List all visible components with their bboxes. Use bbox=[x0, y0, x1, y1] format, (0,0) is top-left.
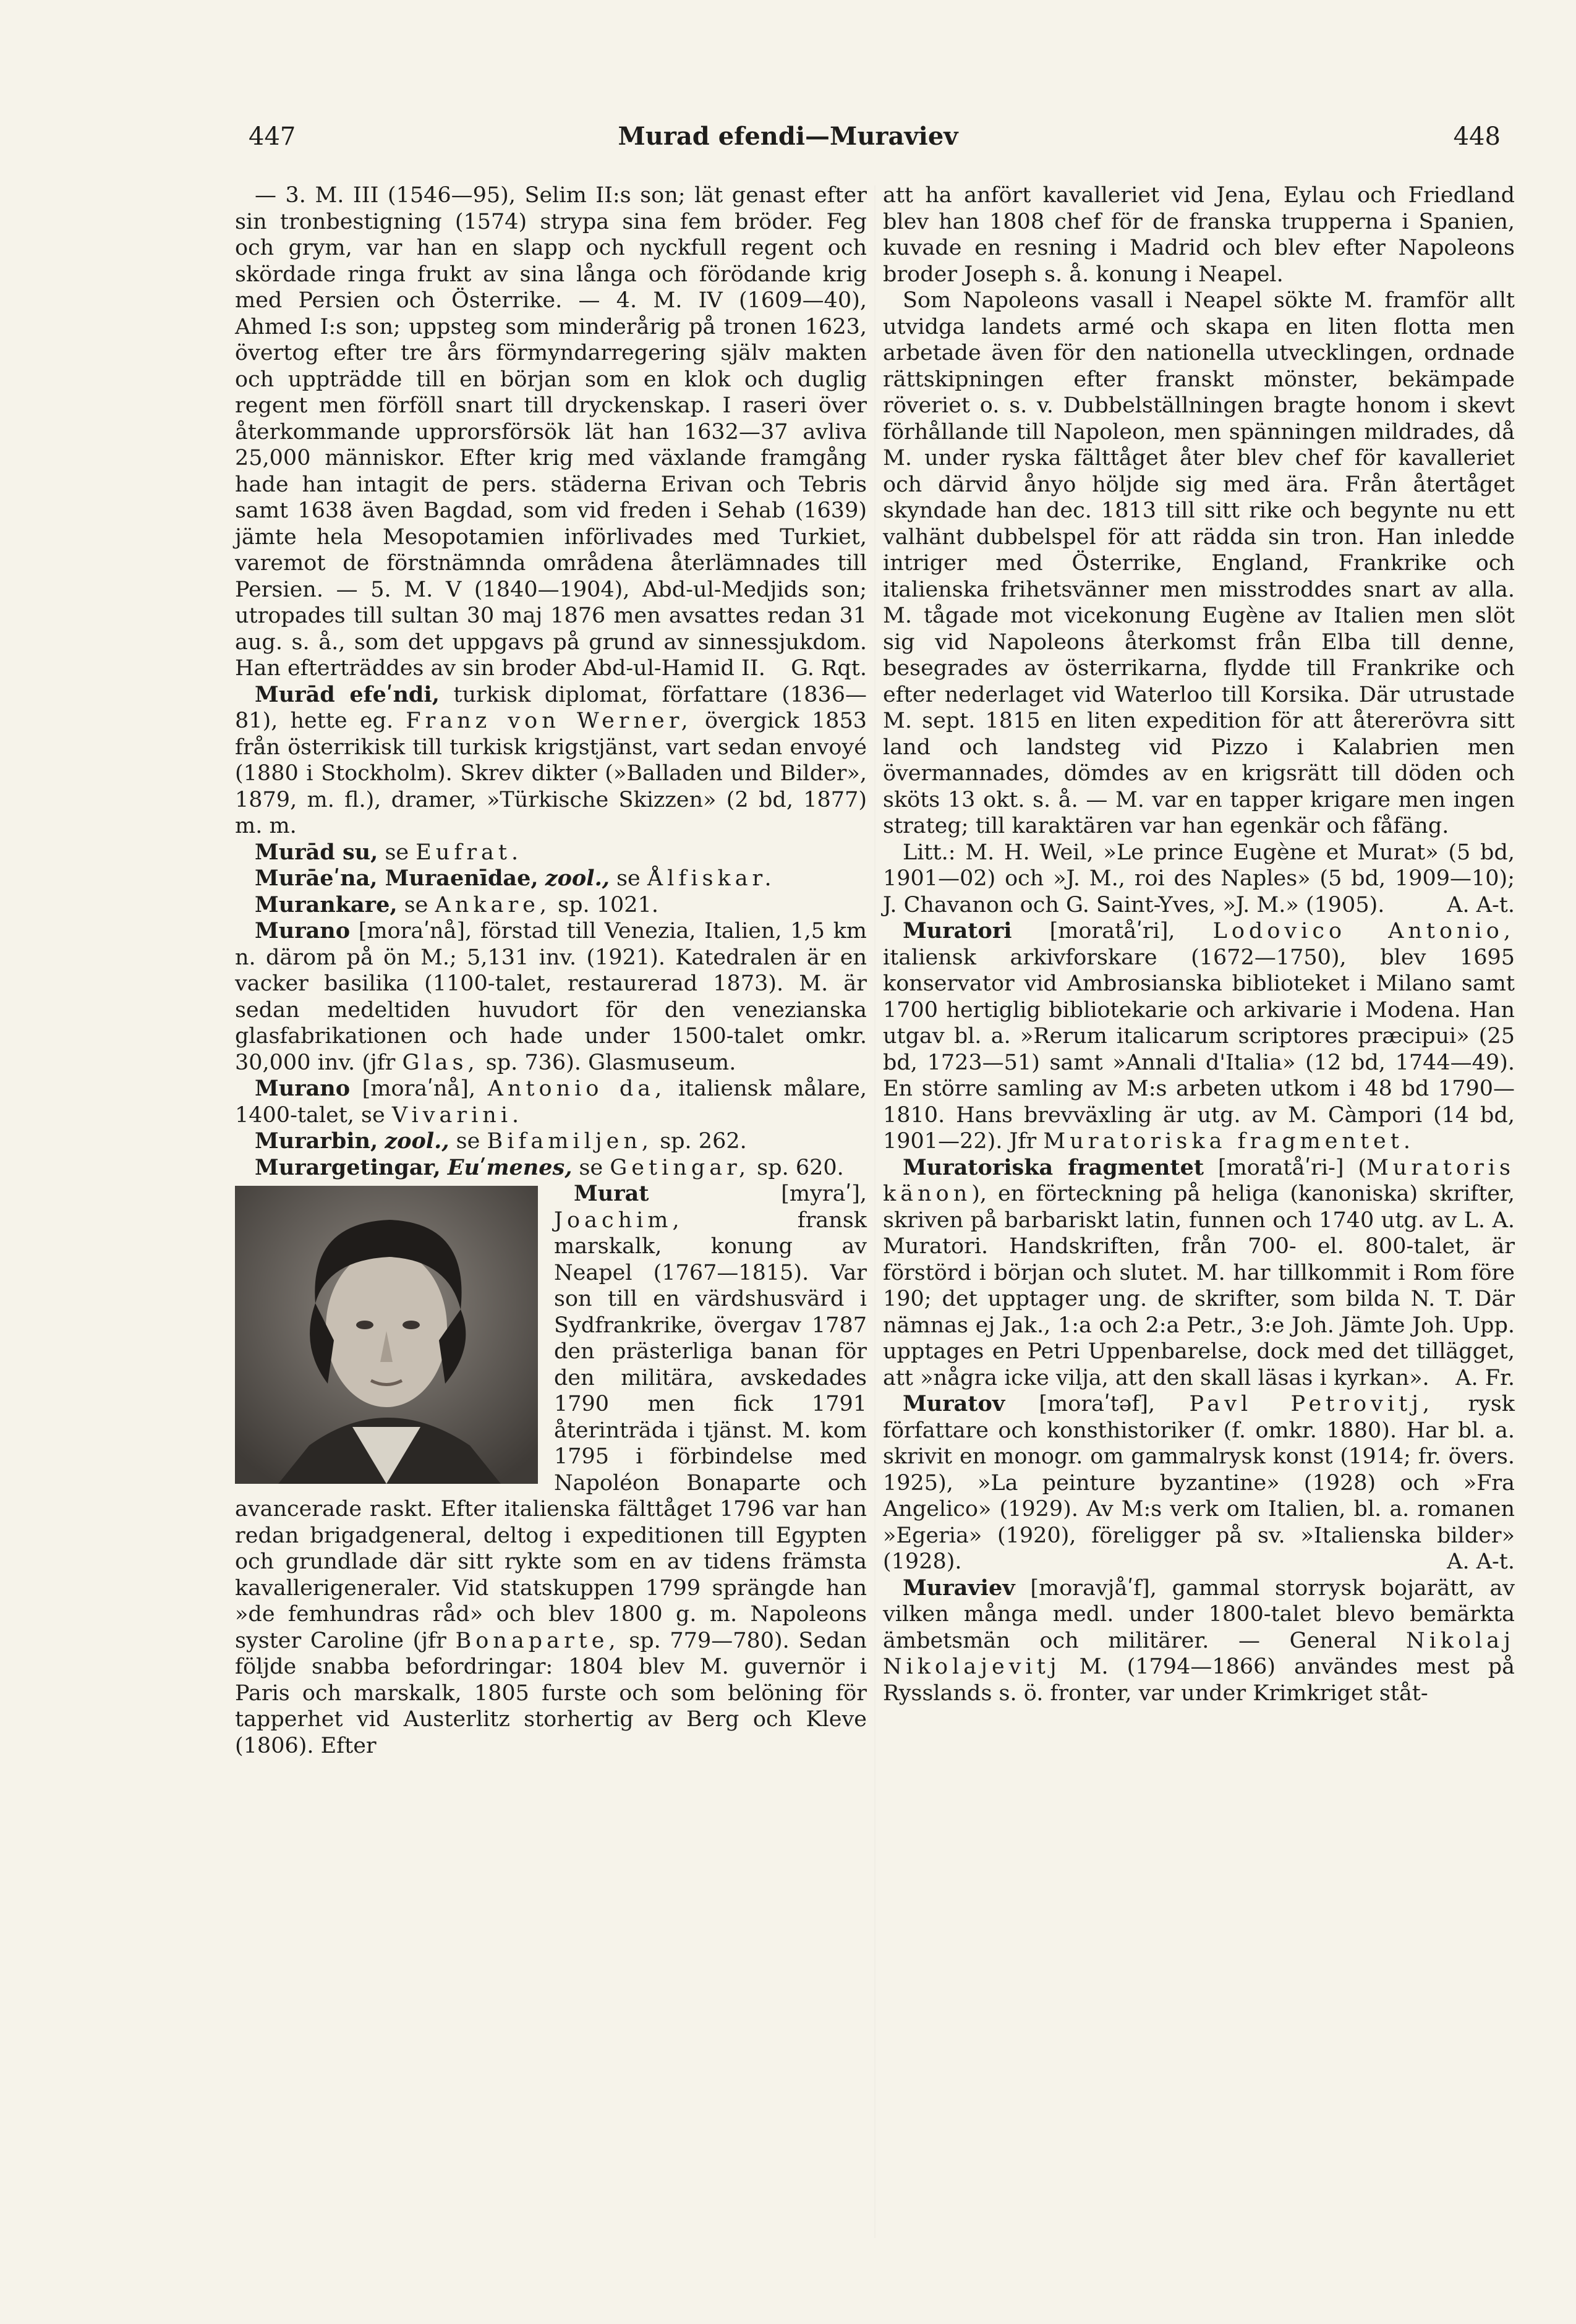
entry-murano-antonio: Murano [moraʹnå], Antonio da, italiensk målare, 1400-talet, se Vivarini. bbox=[235, 1076, 867, 1128]
cross-reference: Ålfiskar. bbox=[647, 866, 776, 891]
author-signature: A. A-t. bbox=[1447, 1549, 1515, 1574]
headword: Murād su, bbox=[255, 839, 378, 865]
cross-reference: Getingar, bbox=[610, 1155, 751, 1180]
cross-reference: Glas, bbox=[402, 1050, 479, 1075]
cross-reference: Bonaparte, bbox=[455, 1628, 620, 1653]
spaced-name: Lodovico Antonio, bbox=[1212, 919, 1515, 943]
entry-murad-efendi: Murād efeʹndi, turkisk diplomat, författare (1836—81), hette eg. Franz von Werner, övergick 1853 från österrikisk till turkisk krigstjänst, vart sedan envoyé (1880 i Stockholm). Skrev dikter (»Balladen und Bilder», 1879, m. fl.), dramer, »Türkische Skizzen» (2 bd, 1877) m. m. bbox=[235, 681, 867, 838]
headword: Murāeʹna, Muraenīdae, bbox=[255, 866, 539, 891]
headword: Murargetingar, bbox=[255, 1154, 441, 1180]
headword: Murarbin, bbox=[255, 1128, 378, 1154]
page-number-right: 448 bbox=[1453, 122, 1501, 151]
page-number-left: 447 bbox=[249, 122, 296, 151]
spaced-name: Muratoris känon bbox=[883, 1155, 1515, 1206]
entry-murat-paragraph-2: Som Napoleons vasall i Neapel sökte M. framför allt utvidga landets armé och skapa en liten flotta men arbetade även för den nationella utvecklingen, ordnade rättskipningen efter franskt mönster, bekämpade röveriet o. s. v. Dubbelställningen bragte honom i skevt förhållande till Napoleon, men spänningen mildrades, då M. under ryska fälttåget åter blev chef för kavalleriet och därvid ånyo höljde sig med ära. Från återtåget skyndade han dec. 1813 till sitt rike och begynte nu ett valhänt dubbelspel för att rädda sin tron. Han inledde intriger med Österrike, England, Frankrike och italienska frihetsvänner men misstroddes snart av alla. M. tågade mot vicekonung Eugène av Italien men slöt sig vid Napoleons återkomst från Elba till denne, besegrades av österrikarna, flydde till Frankrike och efter nederlaget vid Waterloo till Korsika. Där utrustade M. sept. 1815 en liten expedition för att återerövra sitt land och landsteg vid Pizzo i Kalabrien men övermannades, dömdes av en krigsrätt till döden och sköts 13 okt. s. å. — M. var en tapper krigare men ingen strateg; till karaktären var han egenkär och fåfäng. bbox=[883, 288, 1515, 838]
spaced-name: Nikolaj Nikolajevitj bbox=[883, 1628, 1515, 1679]
headword: Muratoriska fragmentet bbox=[903, 1154, 1204, 1180]
headword: Murano bbox=[255, 1076, 351, 1101]
cross-reference: Vivarini. bbox=[391, 1102, 524, 1128]
spaced-name: Joachim, bbox=[554, 1207, 684, 1233]
entry-muraena: Murāeʹna, Muraenīdae, zool., se Ålfiskar. bbox=[255, 866, 776, 891]
running-title: Murad efendi—Muraviev bbox=[618, 122, 958, 151]
entry-muratov: Muratov [moraʹtəf], Pavl Petrovitj, rysk författare och konsthistoriker (f. omkr. 1880). Har bl. a. skrivit en monogr. om gammalrysk konst (1914; fr. övers. 1925), »La peinture byzantine» (1928) och »Fra Angelico» (1929). Av M:s verk om Italien, bl. a. romanen »Egeria» (1920), föreligger på sv. »Italienska bilder» (1928). A. A-t. bbox=[883, 1391, 1515, 1574]
headword: Murano bbox=[255, 918, 351, 943]
entry-murad-su: Murād su, se Eufrat. bbox=[255, 839, 523, 865]
entry-murat-continued: att ha anfört kavalleriet vid Jena, Eylau och Friedland blev han 1808 chef för de franska trupperna i Spanien, kuvade en resning i Madrid och blev efter Napoleons broder Joseph s. å. konung i Neapel. bbox=[883, 183, 1515, 287]
author-signature: G. Rqt. bbox=[791, 656, 867, 681]
headword: Muratori bbox=[903, 918, 1012, 943]
entry-murarbin: Murarbin, zool., se Bifamiljen, sp. 262. bbox=[255, 1128, 747, 1154]
cross-reference: Ankare, bbox=[435, 892, 552, 917]
cross-reference: Muratoriska fragmentet. bbox=[1043, 1129, 1415, 1154]
left-column bbox=[235, 182, 867, 1759]
spaced-name: Franz von Werner, bbox=[406, 709, 692, 733]
entry-murat-literature: Litt.: M. H. Weil, »Le prince Eugène et Murat» (5 bd, 1901—02) och »J. M., roi des Naples» (5 bd, 1909—10); J. Chavanon och G. Saint-Yves, »J. M.» (1905). A. A-t. bbox=[883, 840, 1515, 917]
right-column bbox=[883, 182, 1515, 1706]
headword: Murād efeʹndi, bbox=[255, 681, 440, 707]
cross-reference: Eufrat. bbox=[415, 840, 523, 865]
entry-murat: Murat [myraʹ], Joachim, fransk marskalk, konung av Neapel (1767—1815). Var son till en värdshusvärd i Sydfrankrike, övergav 1787 den prästerliga banan för den militära, avskedades 1790 men fick 1791 återinträda i tjänst. M. kom 1795 i förbindelse med Napoléon Bonaparte och avancerade raskt. Efter italienska fälttåget 1796 var han redan brigadgeneral, deltog i expeditionen till Egypten och grundlade där sitt rykte som en av tidens främsta kavallerigeneraler. Vid statskuppen 1799 sprängde han »de femhundras råd» och blev 1800 g. m. Napoleons syster Caroline (jfr Bonaparte, sp. 779—780). Sedan följde snabba befordringar: 1804 blev M. guvernör i Paris och marskalk, 1805 furste och som belöning för tapperhet vid Austerlitz storhertig av Berg och Kleve (1806). Efter bbox=[235, 1181, 867, 1758]
author-signature: A. A-t. bbox=[1447, 892, 1515, 917]
entry-muraviev: Muraviev [moravjåʹf], gammal storrysk bojarätt, av vilken många medl. under 1800-talet blevo bemärkta ämbetsmän och militärer. — General Nikolaj Nikolajevitj M. (1794—1866) användes mest på Rysslands s. ö. fronter, var under Krimkriget ståt- bbox=[883, 1575, 1515, 1706]
spaced-name: Pavl Petrovitj, bbox=[1189, 1392, 1434, 1416]
headword: Murat bbox=[574, 1181, 649, 1206]
entry-muratoriska-fragmentet: Muratoriska fragmentet [moratåʹri-] (Muratoris känon), en förteckning på heliga (kanoniska) skrifter, skriven på barbariskt latin, funnen och 1740 utg. av L. A. Muratori. Handskriften, från 700- el. 800-talet, är förstörd i början och slutet. M. har tillkommit i Rom före 190; det upptager ung. de skrifter, som bilda N. T. Där nämnas ej Jak., 1:a och 2:a Petr., 3:e Joh. Jämte Joh. Upp. upptages en Petri Uppenbarelse, dock med det tillägget, att »några icke vilja, att den skall läsas i kyrkan». A. Fr. bbox=[883, 1154, 1515, 1390]
entry-murankare: Murankare, se Ankare, sp. 1021. bbox=[255, 892, 658, 917]
spaced-name: Antonio da, bbox=[487, 1076, 667, 1101]
entry-murargetingar: Murargetingar, Euʹmenes, se Getingar, sp. 620. bbox=[255, 1154, 844, 1180]
entry-muratori: Muratori [moratåʹri], Lodovico Antonio, italiensk arkivforskare (1672—1750), blev 1695 konservator vid Ambrosianska biblioteket i Milano samt 1700 hertiglig bibliotekarie och arkivarie i Modena. Han utgav bl. a. »Rerum italicarum scriptores præcipui» (25 bd, 1723—51) samt »Annali d'Italia» (12 bd, 1744—49). En större samling av M:s arbeten utkom i 48 bd 1790—1810. Hans brevväxling är utg. av M. Càmpori (14 bd, 1901—22). Jfr Muratoriska fragmentet. bbox=[883, 918, 1515, 1154]
portrait-illustration bbox=[235, 1186, 538, 1484]
headword: Murankare, bbox=[255, 892, 398, 917]
headword: Muratov bbox=[903, 1391, 1005, 1416]
column-gutter bbox=[874, 185, 875, 2238]
headword: Muraviev bbox=[903, 1575, 1015, 1601]
entry-murano: Murano [moraʹnå], förstad till Venezia, Italien, 1,5 km n. därom på ön M.; 5,131 inv. (1921). Katedralen är en vacker basilika (1100-talet, restaurerad 1873). M. är sedan medeltiden huvudort för den venezianska glasfabrikationen och hade under 1500-talet omkr. 30,000 inv. (jfr Glas, sp. 736). Glasmuseum. bbox=[235, 918, 867, 1075]
cross-reference: Bifamiljen, bbox=[487, 1129, 654, 1154]
author-signature: A. Fr. bbox=[1455, 1365, 1515, 1390]
portrait-image bbox=[235, 1186, 538, 1484]
entry-murad-sultans: — 3. M. III (1546—95), Selim II:s son; lät genast efter sin tronbestigning (1574) strypa sina fem bröder. Feg och grym, var han en slapp och nyckfull regent och skördade ringa frukt av sina långa och förödande krig med Persien och Österrike. — 4. M. IV (1609—40), Ahmed I:s son; uppsteg som minderårig på tronen 1623, övertog efter tre års förmyndarregering själv makten och uppträdde till en början som en klok och duglig regent men förföll snart till dryckenskap. I raseri över återkommande upprorsförsök lät han 1632—37 avliva 25,000 människor. Efter krig med växlande framgång hade han intagit de pers. städerna Erivan och Tebris samt 1638 även Bagdad, som vid freden i Sehab (1639) jämte hela Mesopotamien införlivades med Turkiet, varemot de förstnämnda områdena återlämnades till Persien. — 5. M. V (1840—1904), Abd-ul-Medjids son; utropades till sultan 30 maj 1876 men avsattes redan 31 aug. s. å., som det uppgavs på grund av sinnessjukdom. Han efterträddes av sin broder Abd-ul-Hamid II. G. Rqt. bbox=[235, 183, 867, 681]
